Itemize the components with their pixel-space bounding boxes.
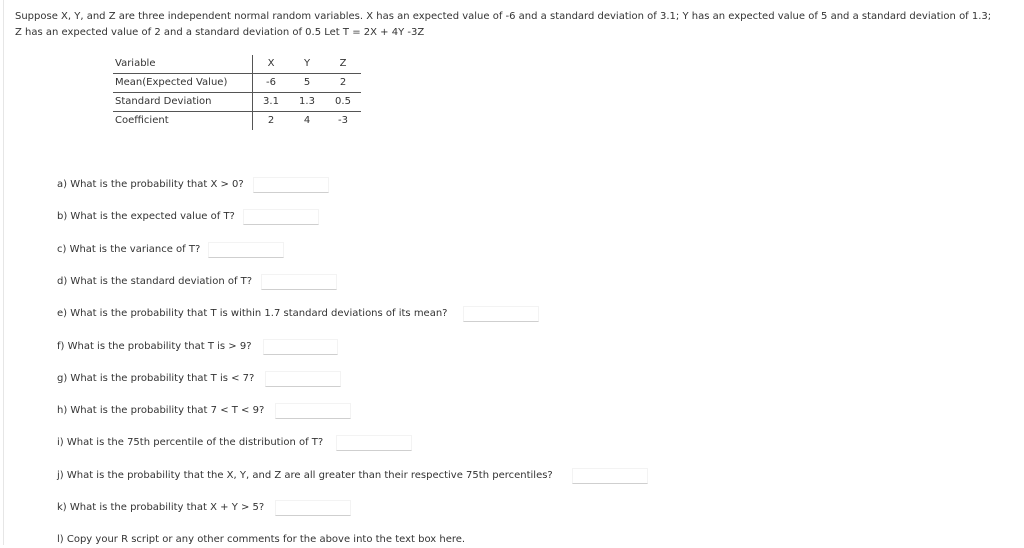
question-j: j) What is the probability that the X, Y, and Z are all greater than their respective 75th percentiles? xyxy=(57,470,553,481)
question-e: e) What is the probability that T is within 1.7 standard deviations of its mean? xyxy=(57,308,448,319)
answer-a-input[interactable] xyxy=(253,177,329,193)
answer-b-input[interactable] xyxy=(243,209,319,225)
question-c: c) What is the variance of T? xyxy=(57,244,201,255)
left-border xyxy=(3,0,4,545)
question-a: a) What is the probability that X > 0? xyxy=(57,179,244,190)
problem-intro xyxy=(15,9,1024,41)
question-d: d) What is the standard deviation of T? xyxy=(57,276,253,287)
sd-z: 0.5 xyxy=(325,93,361,112)
table-header-row xyxy=(113,55,361,74)
row-label: Standard Deviation xyxy=(113,93,253,112)
question-h: h) What is the probability that 7 < T < 9? xyxy=(57,405,265,416)
answer-j-input[interactable] xyxy=(572,468,648,484)
header-z: Z xyxy=(325,55,361,74)
answer-c-input[interactable] xyxy=(208,242,284,258)
sd-x: 3.1 xyxy=(253,93,290,112)
row-label: Mean(Expected Value) xyxy=(113,74,253,93)
coef-x: 2 xyxy=(253,112,290,131)
answer-f-input[interactable] xyxy=(263,339,338,355)
question-i: i) What is the 75th percentile of the distribution of T? xyxy=(57,437,324,448)
header-variable: Variable xyxy=(113,55,253,74)
mean-x: -6 xyxy=(253,74,290,93)
answer-e-input[interactable] xyxy=(463,306,539,322)
answer-i-input[interactable] xyxy=(336,435,412,451)
header-y: Y xyxy=(289,55,325,74)
table-row-coefficient xyxy=(113,112,361,131)
row-label: Coefficient xyxy=(115,115,169,126)
coef-y: 4 xyxy=(303,115,311,126)
answer-k-input[interactable] xyxy=(275,500,351,516)
question-g: g) What is the probability that T is < 7? xyxy=(57,373,255,384)
answer-g-input[interactable] xyxy=(265,371,341,387)
mean-z: 2 xyxy=(325,74,361,93)
intro-line-2: Z has an expected value of 2 and a standard deviation of 0.5 Let T = 2X + 4Y -3Z xyxy=(15,27,425,38)
question-b: b) What is the expected value of T? xyxy=(57,211,235,222)
variables-table xyxy=(113,55,361,130)
mean-y: 5 xyxy=(289,74,325,93)
intro-line-1: Suppose X, Y, and Z are three independent normal random variables. X has an expected value of -6 and a standard deviation of 3.1; Y has an expected value of 5 and a standard deviation of 1.3; xyxy=(15,11,992,22)
question-l: l) Copy your R script or any other comments for the above into the text box here. xyxy=(57,534,466,545)
coef-z: -3 xyxy=(338,115,348,126)
answer-h-input[interactable] xyxy=(275,403,351,419)
question-f: f) What is the probability that T is > 9? xyxy=(57,341,252,352)
sd-y: 1.3 xyxy=(289,93,325,112)
table-row-mean xyxy=(113,74,361,93)
table-row-sd xyxy=(113,93,361,112)
answer-d-input[interactable] xyxy=(261,274,337,290)
header-x: X xyxy=(253,55,290,74)
question-k: k) What is the probability that X + Y > 5? xyxy=(57,502,265,513)
